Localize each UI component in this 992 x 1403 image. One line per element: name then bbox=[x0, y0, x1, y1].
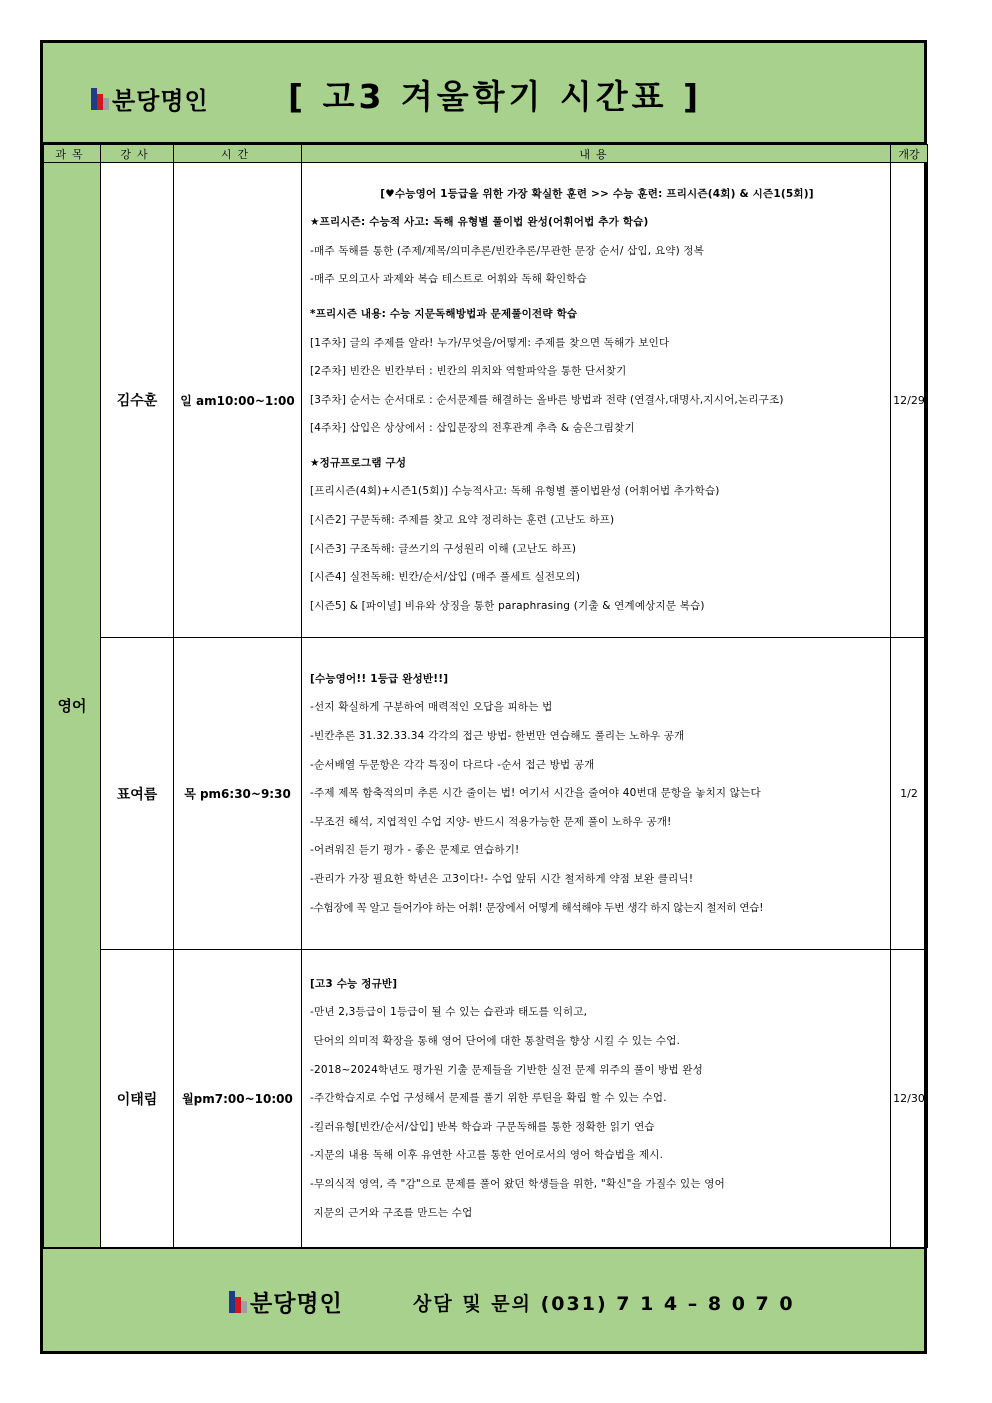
course-line: -빈칸추론 31.32.33.34 각각의 접근 방법- 한번만 연습해도 풀리는 노하우 공개 bbox=[310, 730, 685, 743]
class-time: 월pm7:00~10:00 bbox=[174, 950, 302, 1248]
course-line: -지문의 내용 독해 이후 유연한 사고를 통한 언어로서의 영어 학습법을 제시. bbox=[310, 1149, 664, 1162]
teacher-name: 표여름 bbox=[101, 638, 174, 950]
course-line: [2주차] 빈칸은 빈칸부터 : 빈칸의 위치와 역할파악을 통한 단서찾기 bbox=[310, 365, 627, 378]
course-line: [시즌3] 구조독해: 글쓰기의 구성원리 이해 (고난도 하프) bbox=[310, 542, 577, 555]
course-line: [1주차] 글의 주제를 알라! 누가/무엇을/어떻게: 주제를 찾으면 독해가 보인다 bbox=[310, 336, 670, 349]
header-band bbox=[43, 43, 924, 144]
subject-cell: 영어 bbox=[44, 163, 101, 1248]
col-teacher: 강사 bbox=[101, 145, 174, 163]
schedule-table bbox=[43, 144, 928, 1248]
course-line: -무의식적 영역, 즉 "감"으로 문제를 풀어 왔던 학생들을 위한, "확신"을 가질수 있는 영어 bbox=[310, 1177, 725, 1190]
col-subject: 과목 bbox=[44, 145, 101, 163]
footer-brand-logo bbox=[229, 1285, 343, 1318]
course-line: [수능영어!! 1등급 완성반!!] bbox=[310, 672, 449, 685]
course-description bbox=[302, 163, 891, 638]
table-header-row bbox=[44, 145, 928, 163]
course-line: ★프리시즌: 수능적 사고: 독해 유형별 풀이법 완성(어휘어법 추가 학습) bbox=[310, 216, 649, 229]
contact-phone: 상담 및 문의 (031) 7 1 4 – 8 0 7 0 bbox=[413, 1293, 795, 1315]
course-line: -만년 2,3등급이 1등급이 될 수 있는 습관과 태도를 익히고, bbox=[310, 1006, 588, 1019]
table-row bbox=[44, 163, 928, 638]
course-line: -어려워진 듣기 평가 - 좋은 문제로 연습하기! bbox=[310, 844, 520, 857]
course-description bbox=[302, 950, 891, 1248]
course-line: [♥수능영어 1등급을 위한 가장 확실한 훈련 >> 수능 훈련: 프리시즌(4회) & 시즌1(5회)] bbox=[380, 187, 814, 200]
course-line: -무조건 해석, 지엽적인 수업 지양- 반드시 적용가능한 문제 풀이 노하우 공개! bbox=[310, 815, 672, 828]
footer-brand-name: 분당명인 bbox=[250, 1291, 343, 1317]
course-line: -2018~2024학년도 평가원 기출 문제들을 기반한 실전 문제 위주의 풀이 방법 완성 bbox=[310, 1063, 704, 1076]
class-time: 목 pm6:30~9:30 bbox=[174, 638, 302, 950]
col-time: 시간 bbox=[174, 145, 302, 163]
course-line: [3주차] 순서는 순서대로 : 순서문제를 해결하는 올바른 방법과 전략 (연결사,대명사,지시어,논리구조) bbox=[310, 393, 784, 406]
course-line: -순서배열 두문항은 각각 특징이 다르다 -순서 접근 방법 공개 bbox=[310, 758, 595, 771]
course-description bbox=[302, 638, 891, 950]
course-line: -관리가 가장 필요한 학년은 고3이다!- 수업 앞뒤 시간 철저하게 약점 보완 클리닉! bbox=[310, 872, 694, 885]
col-open: 개강 bbox=[891, 145, 928, 163]
class-time: 일 am10:00~1:00 bbox=[174, 163, 302, 638]
footer-band bbox=[43, 1247, 924, 1351]
brand-bars-icon bbox=[229, 1291, 247, 1313]
brand-name: 분당명인 bbox=[112, 87, 209, 115]
table-row bbox=[44, 638, 928, 950]
course-line: [시즌4] 실전독해: 빈칸/순서/삽입 (매주 풀세트 실전모의) bbox=[310, 571, 581, 584]
brand-logo bbox=[91, 81, 209, 116]
course-line: -수험장에 꼭 알고 들어가야 하는 어휘! 문장에서 어떻게 해석해야 두번 생각 하지 않는지 철저히 연습! bbox=[310, 901, 764, 914]
timetable-frame bbox=[40, 40, 927, 1354]
open-date: 12/29 bbox=[891, 163, 928, 638]
course-line: [프리시즌(4회)+시즌1(5회)] 수능적사고: 독해 유형별 풀이법완성 (어휘어법 추가학습) bbox=[310, 485, 720, 498]
brand-bars-icon bbox=[91, 88, 109, 110]
course-line: [시즌5] & [파이널] 비유와 상징을 통한 paraphrasing (기출 & 연계예상지문 복습) bbox=[310, 599, 705, 612]
course-line: 지문의 근거와 구조를 만드는 수업 bbox=[310, 1206, 473, 1219]
course-line: -주간학습지로 수업 구성해서 문제를 풀기 위한 루틴을 확립 할 수 있는 수업. bbox=[310, 1092, 667, 1105]
col-content: 내용 bbox=[302, 145, 891, 163]
course-line: 단어의 의미적 확장을 통해 영어 단어에 대한 통찰력을 향상 시킬 수 있는 수업. bbox=[310, 1035, 681, 1048]
course-line: [고3 수능 정규반] bbox=[310, 977, 398, 990]
open-date: 12/30 bbox=[891, 950, 928, 1248]
teacher-name: 이태림 bbox=[101, 950, 174, 1248]
course-line: -매주 독해를 통한 (주제/제목/의미추론/빈칸추론/무관한 문장 순서/ 삽입, 요약) 정복 bbox=[310, 244, 705, 257]
course-line: -킬러유형[빈칸/순서/삽입] 반복 학습과 구문독해를 통한 정확한 읽기 연습 bbox=[310, 1120, 655, 1133]
course-line: -매주 모의고사 과제와 복습 테스트로 어휘와 독해 확인학습 bbox=[310, 273, 587, 286]
course-line: [4주차] 삽입은 상상에서 : 삽입문장의 전후관계 추측 & 숨은그림찾기 bbox=[310, 422, 635, 435]
table-row bbox=[44, 950, 928, 1248]
course-line: -주제 제목 함축적의미 추론 시간 줄이는 법! 여기서 시간을 줄여야 40번대 문항을 놓치지 않는다 bbox=[310, 787, 761, 800]
open-date: 1/2 bbox=[891, 638, 928, 950]
page-title: [ 고3 겨울학기 시간표 ] bbox=[288, 77, 703, 116]
course-line: *프리시즌 내용: 수능 지문독해방법과 문제풀이전략 학습 bbox=[310, 307, 578, 320]
course-line: [시즌2] 구문독해: 주제를 찾고 요약 정리하는 훈련 (고난도 하프) bbox=[310, 514, 615, 527]
teacher-name: 김수훈 bbox=[101, 163, 174, 638]
course-line: -선지 확실하게 구분하여 매력적인 오답을 피하는 법 bbox=[310, 701, 553, 714]
course-line: ★정규프로그램 구성 bbox=[310, 456, 407, 469]
